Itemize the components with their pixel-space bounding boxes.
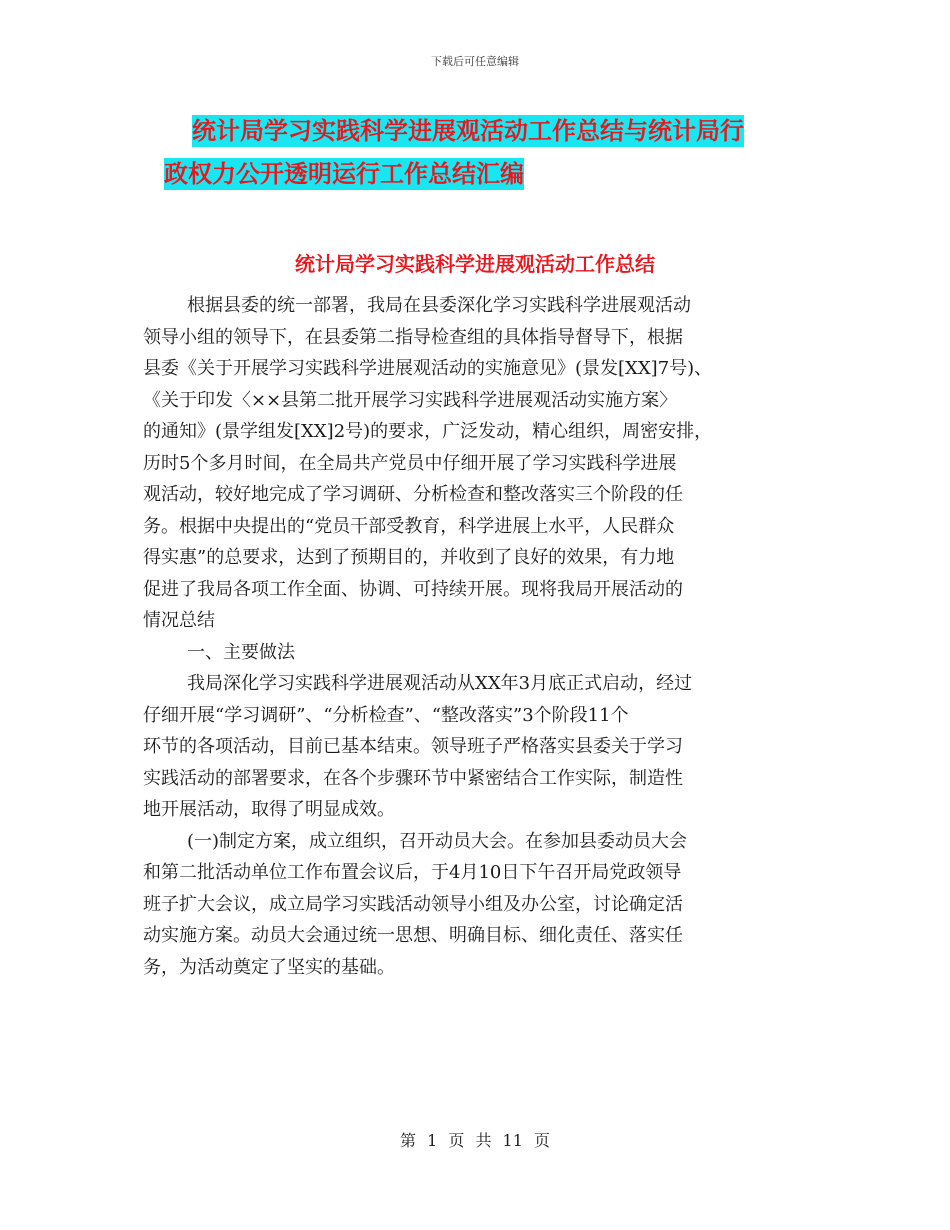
document-title [140,110,820,196]
paragraph-line: 领导小组的领导下，在县委第二指导检查组的具体指导督导下，根据 [143,326,683,348]
paragraph-line: (一)制定方案，成立组织，召开动员大会。在参加县委动员大会 [187,830,688,852]
paragraph-line: 《关于印发〈××县第二批开展学习实践科学进展观活动实施方案〉 [143,389,678,411]
paragraph-line: 得实惠”的总要求，达到了预期目的，并收到了良好的效果，有力地 [143,547,675,568]
paragraph-line: 地开展活动，取得了明显成效。 [143,799,395,820]
paragraph-line: 和第二批活动单位工作布置会议后，于4月10日下午召开局党政领导 [143,862,682,883]
paragraph-line: 环节的各项活动，目前已基本结束。领导班子严格落实县委关于学习 [143,736,683,757]
paragraph-line: 观活动，较好地完成了学习调研、分析检查和整改落实三个阶段的任 [143,484,683,505]
title-line-1 [140,110,820,153]
paragraph-line: 情况总结 [143,610,215,631]
paragraph-line: 历时5个多月时间，在全局共产党员中仔细开展了学习实践科学进展 [143,452,677,474]
page-footer: 第 1 页 共 11 页 [400,1131,550,1150]
header-note: 下载后可任意编辑 [431,55,519,68]
paragraph-line: 根据县委的统一部署，我局在县委深化学习实践科学进展观活动 [187,295,691,316]
paragraph-line: 县委《关于开展学习实践科学进展观活动的实施意见》(景发[XX]7号)、 [143,358,713,379]
paragraph-line: 务，为活动奠定了坚实的基础。 [143,956,395,978]
document-body [143,290,823,983]
paragraph-line: 班子扩大会议，成立局学习实践活动领导小组及办公室，讨论确定活 [143,893,683,915]
paragraph-line: 仔细开展“学习调研”、“分析检查”、“整改落实”3个阶段11个 [143,704,629,726]
paragraph-line: 务。根据中央提出的“党员干部受教育，科学进展上水平，人民群众 [143,515,675,537]
title-line-2 [140,153,820,196]
paragraph-line: 我局深化学习实践科学进展观活动从XX年3月底正式启动，经过 [187,673,693,694]
paragraph-line: 的通知》(景学组发[XX]2号)的要求，广泛发动，精心组织，周密安排， [143,421,713,442]
section-title: 统计局学习实践科学进展观活动工作总结 [295,252,655,276]
paragraph-line: 实践活动的部署要求，在各个步骤环节中紧密结合工作实际，制造性 [143,767,683,789]
paragraph-line: 促进了我局各项工作全面、协调、可持续开展。现将我局开展活动的 [143,578,683,600]
paragraph-line: 动实施方案。动员大会通过统一思想、明确目标、细化责任、落实任 [143,925,683,946]
subheading: 一、主要做法 [187,641,295,663]
title-line-2-text: 政权力公开透明运行工作总结汇编 [164,160,524,188]
title-line-1-text: 统计局学习实践科学进展观活动工作总结与统计局行 [192,117,744,145]
